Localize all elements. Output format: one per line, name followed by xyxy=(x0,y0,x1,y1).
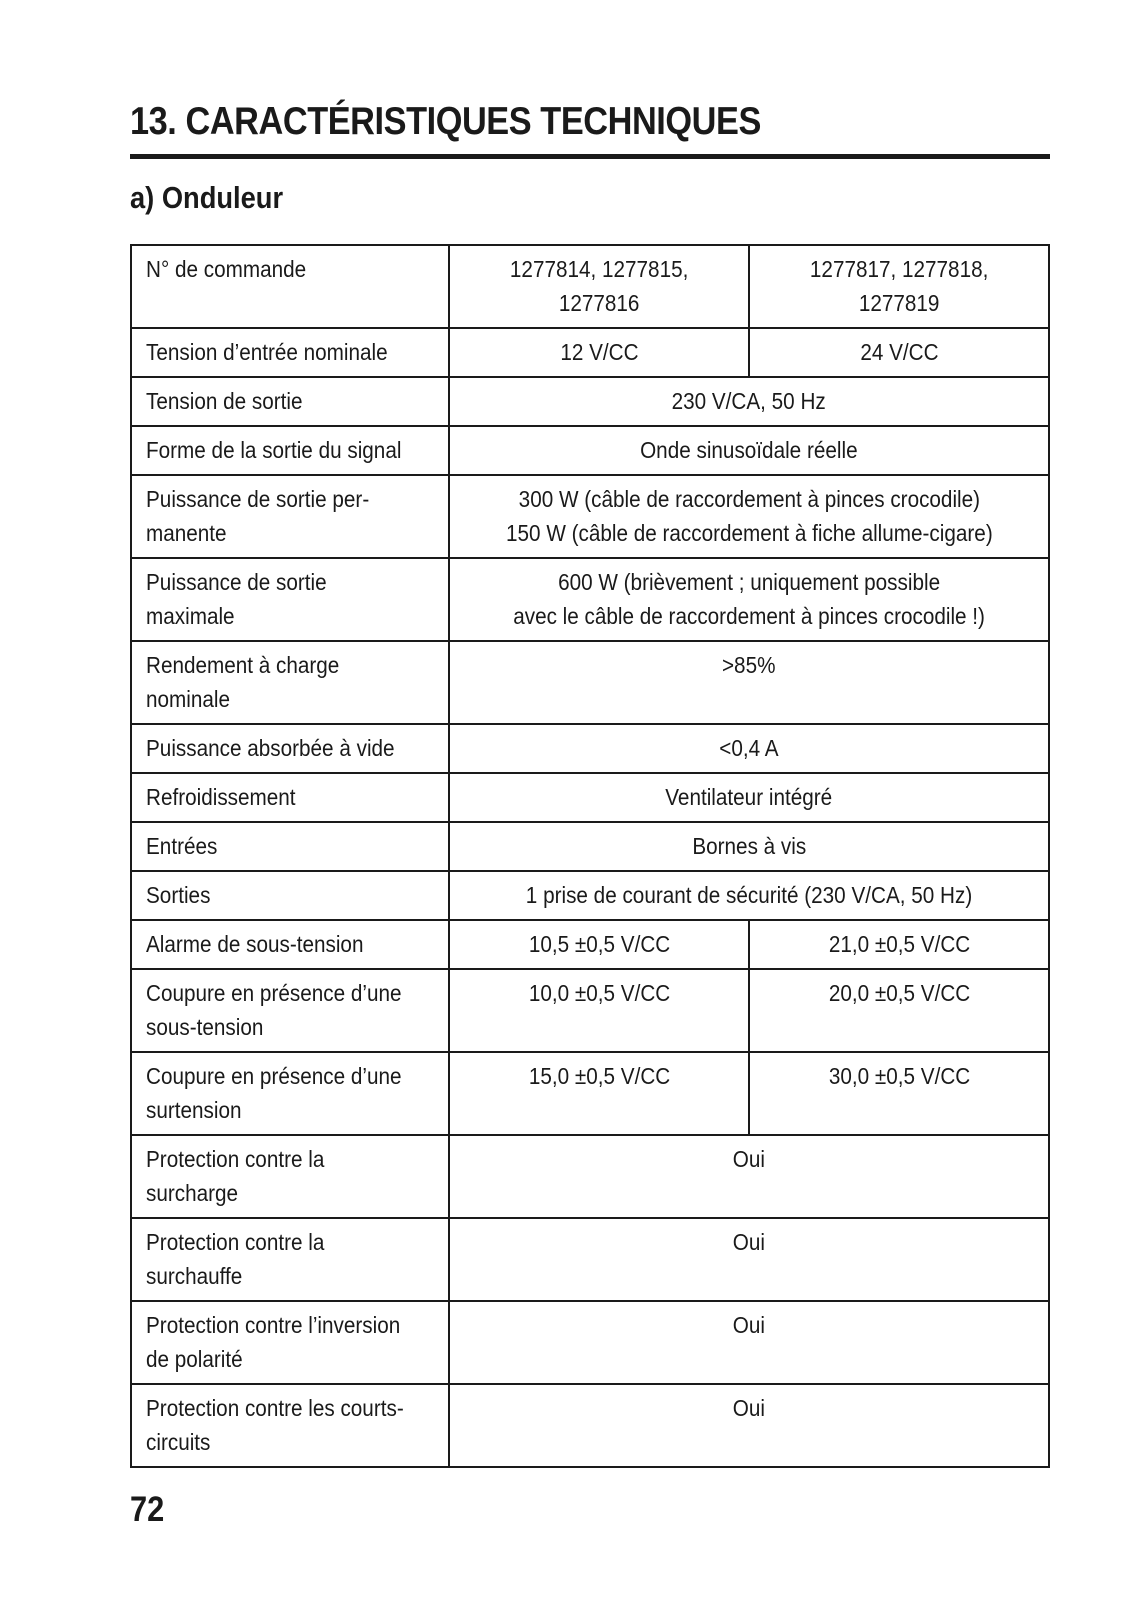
spec-label-cell-text: Puissance de sortie per- manente xyxy=(146,486,370,546)
spec-value-cell-text: 1 prise de courant de sécurité (230 V/CA, 50 Hz) xyxy=(525,882,973,908)
spec-value-cell-text: >85% xyxy=(722,652,776,678)
spec-label-cell xyxy=(131,871,449,920)
spec-label-cell xyxy=(131,1135,449,1218)
spec-value-12v-cell xyxy=(449,1052,749,1135)
spec-label-cell xyxy=(131,1052,449,1135)
table-row xyxy=(131,724,1049,773)
spec-value-24v-cell-text: 20,0 ±0,5 V/CC xyxy=(828,980,970,1006)
spec-label-cell-text: Protection contre les courts- circuits xyxy=(146,1395,404,1455)
spec-value-12v-cell-text: 10,0 ±0,5 V/CC xyxy=(528,980,670,1006)
spec-value-cell xyxy=(449,1384,1049,1467)
table-row xyxy=(131,1218,1049,1301)
title-divider xyxy=(130,154,1050,159)
spec-label-cell-text: Protection contre la surcharge xyxy=(146,1146,325,1206)
spec-value-24v-cell-text: 24 V/CC xyxy=(859,339,939,365)
spec-label-cell xyxy=(131,558,449,641)
spec-value-cell-text: Oui xyxy=(733,1395,766,1421)
table-row xyxy=(131,871,1049,920)
spec-label-cell-text: N° de commande xyxy=(146,256,307,282)
spec-label-cell-text: Entrées xyxy=(146,833,218,859)
table-row xyxy=(131,920,1049,969)
page-title: 13. CARACTÉRISTIQUES TECHNIQUES xyxy=(130,100,761,143)
spec-value-cell xyxy=(449,724,1049,773)
spec-value-cell xyxy=(449,426,1049,475)
table-row xyxy=(131,475,1049,558)
spec-value-cell-text: 230 V/CA, 50 Hz xyxy=(672,388,827,414)
spec-label-cell xyxy=(131,920,449,969)
table-row xyxy=(131,969,1049,1052)
spec-label-cell-text: Forme de la sortie du signal xyxy=(146,437,402,463)
spec-label-cell xyxy=(131,1384,449,1467)
spec-value-12v-cell-text: 15,0 ±0,5 V/CC xyxy=(528,1063,670,1089)
spec-value-cell xyxy=(449,1301,1049,1384)
spec-label-cell xyxy=(131,641,449,724)
table-row xyxy=(131,1384,1049,1467)
spec-value-cell xyxy=(449,822,1049,871)
spec-value-cell-text: Oui xyxy=(733,1229,766,1255)
spec-value-24v-cell-text: 1277817, 1277818, 1277819 xyxy=(809,256,989,316)
table-row xyxy=(131,773,1049,822)
spec-value-24v-cell-text: 30,0 ±0,5 V/CC xyxy=(828,1063,970,1089)
spec-value-24v-cell xyxy=(749,969,1049,1052)
spec-value-24v-cell xyxy=(749,920,1049,969)
spec-value-cell xyxy=(449,773,1049,822)
spec-value-24v-cell xyxy=(749,1052,1049,1135)
page-number: 72 xyxy=(130,1490,165,1529)
spec-value-cell-text: 600 W (brièvement ; uniquement possible avec le câble de raccordement à pinces crocodile !) xyxy=(513,569,985,629)
spec-label-cell-text: Puissance absorbée à vide xyxy=(146,735,395,761)
spec-value-cell xyxy=(449,1135,1049,1218)
table-row xyxy=(131,377,1049,426)
spec-value-cell xyxy=(449,377,1049,426)
spec-label-cell xyxy=(131,475,449,558)
spec-value-cell-text: Bornes à vis xyxy=(692,833,807,859)
table-row xyxy=(131,558,1049,641)
spec-value-cell-text: <0,4 A xyxy=(719,735,779,761)
spec-value-cell-text: Onde sinusoïdale réelle xyxy=(640,437,858,463)
spec-value-cell xyxy=(449,475,1049,558)
spec-value-cell xyxy=(449,1218,1049,1301)
specifications-table-body xyxy=(131,245,1049,1467)
spec-label-cell xyxy=(131,969,449,1052)
spec-value-cell xyxy=(449,558,1049,641)
table-row xyxy=(131,1301,1049,1384)
table-row xyxy=(131,426,1049,475)
spec-label-cell xyxy=(131,1218,449,1301)
spec-value-24v-cell xyxy=(749,245,1049,328)
spec-value-cell xyxy=(449,641,1049,724)
table-row xyxy=(131,328,1049,377)
section-title: a) Onduleur xyxy=(130,180,284,215)
spec-value-24v-cell-text: 21,0 ±0,5 V/CC xyxy=(828,931,970,957)
spec-label-cell-text: Alarme de sous-tension xyxy=(146,931,364,957)
spec-label-cell xyxy=(131,773,449,822)
spec-label-cell xyxy=(131,724,449,773)
spec-label-cell xyxy=(131,328,449,377)
spec-label-cell xyxy=(131,822,449,871)
spec-value-12v-cell xyxy=(449,245,749,328)
spec-label-cell-text: Puissance de sortie maximale xyxy=(146,569,327,629)
spec-value-12v-cell-text: 12 V/CC xyxy=(560,339,639,365)
spec-label-cell-text: Sorties xyxy=(146,882,211,908)
spec-label-cell xyxy=(131,426,449,475)
spec-value-cell-text: Oui xyxy=(733,1312,766,1338)
spec-value-12v-cell xyxy=(449,969,749,1052)
table-row xyxy=(131,1052,1049,1135)
spec-value-cell-text: Ventilateur intégré xyxy=(665,784,833,810)
spec-value-12v-cell-text: 1277814, 1277815, 1277816 xyxy=(509,256,689,316)
spec-value-24v-cell xyxy=(749,328,1049,377)
spec-value-cell-text: 300 W (câble de raccordement à pinces crocodile) 150 W (câble de raccordement à fiche allume-cigare) xyxy=(505,486,993,546)
spec-label-cell xyxy=(131,245,449,328)
table-row xyxy=(131,245,1049,328)
spec-value-12v-cell-text: 10,5 ±0,5 V/CC xyxy=(528,931,670,957)
table-row xyxy=(131,641,1049,724)
spec-label-cell-text: Coupure en présence d’une sous-tension xyxy=(146,980,402,1040)
spec-label-cell-text: Protection contre la surchauffe xyxy=(146,1229,325,1289)
spec-value-12v-cell xyxy=(449,328,749,377)
table-row xyxy=(131,822,1049,871)
spec-value-cell-text: Oui xyxy=(733,1146,766,1172)
spec-label-cell-text: Refroidissement xyxy=(146,784,296,810)
spec-label-cell-text: Rendement à charge nominale xyxy=(146,652,340,712)
spec-value-cell xyxy=(449,871,1049,920)
spec-label-cell xyxy=(131,1301,449,1384)
spec-label-cell-text: Tension de sortie xyxy=(146,388,303,414)
spec-label-cell-text: Tension d’entrée nominale xyxy=(146,339,388,365)
spec-label-cell-text: Protection contre l’inversion de polarité xyxy=(146,1312,401,1372)
spec-label-cell-text: Coupure en présence d’une surtension xyxy=(146,1063,402,1123)
table-row xyxy=(131,1135,1049,1218)
spec-label-cell xyxy=(131,377,449,426)
specifications-table xyxy=(130,244,1050,1468)
spec-value-12v-cell xyxy=(449,920,749,969)
